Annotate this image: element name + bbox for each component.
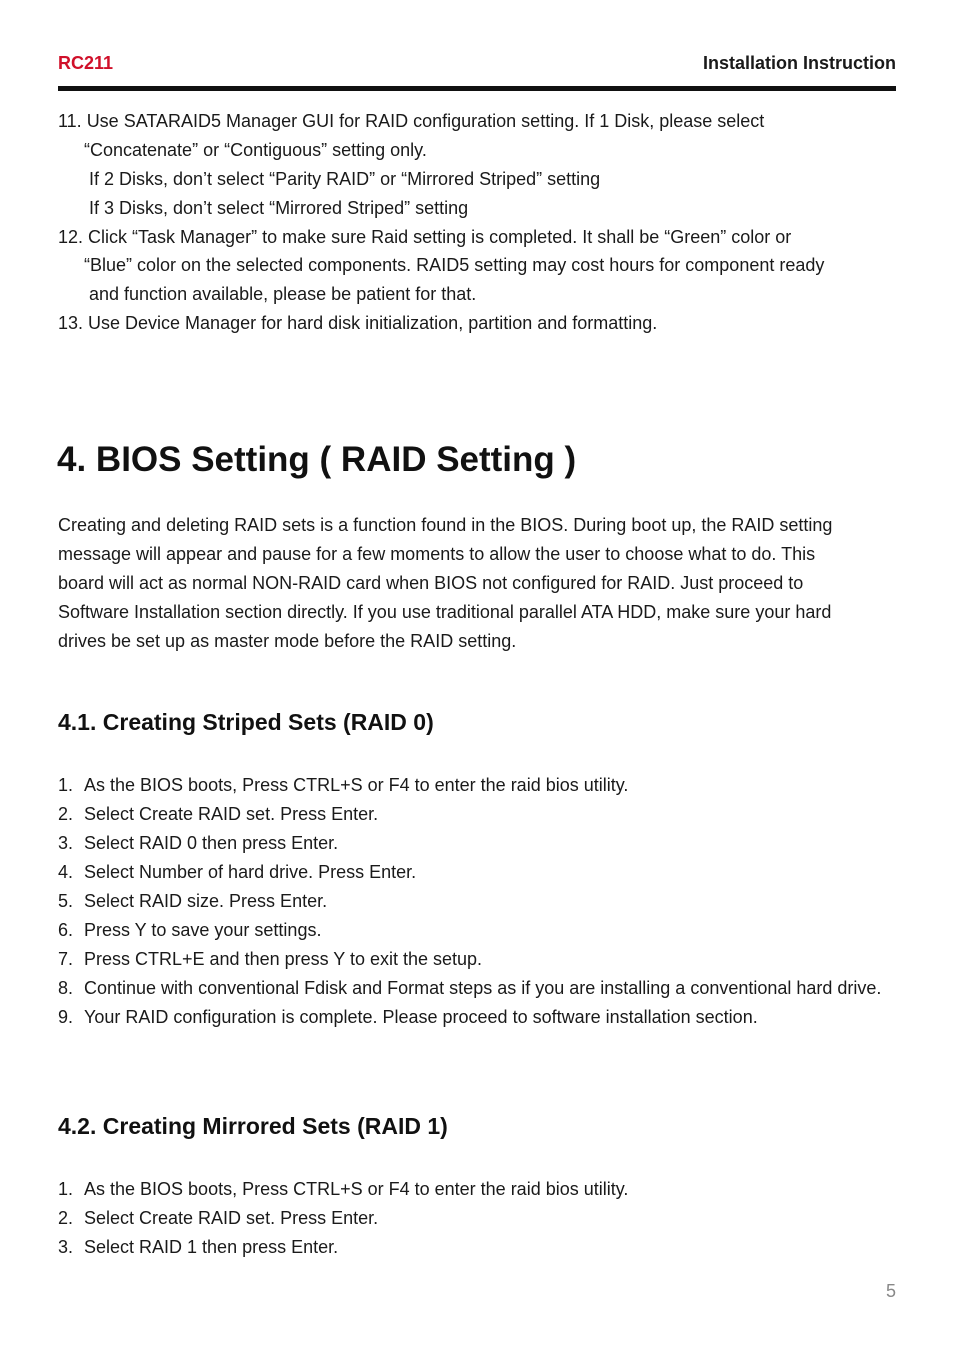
step-text: Press Y to save your settings. [84,920,322,940]
step-text: Select RAID size. Press Enter. [84,891,328,911]
step-text: Select Create RAID set. Press Enter. [84,1208,379,1228]
intro-line: Creating and deleting RAID sets is a function found in the BIOS. During boot up, the RAID setting [58,515,833,535]
step-number: 3. [58,1237,74,1257]
step-12-line-2: “Blue” color on the selected components. RAID5 setting may cost hours for component ready [84,255,825,275]
step-12-line-1: 12. Click “Task Manager” to make sure Raid setting is completed. It shall be “Green” color or [58,227,792,247]
list-item [58,829,898,858]
step-text: Press CTRL+E and then press Y to exit the setup. [84,949,483,969]
step-text: Select RAID 1 then press Enter. [84,1237,339,1257]
list-item [58,858,898,887]
intro-line: message will appear and pause for a few moments to allow the user to choose what to do. This [58,544,816,564]
header-doc-title: Installation Instruction [702,53,896,73]
step-number: 1. [58,1179,74,1199]
step-number: 5. [58,891,74,911]
intro-line: drives be set up as master mode before the RAID setting. [58,631,517,651]
step-11-line-1: 11. Use SATARAID5 Manager GUI for RAID configuration setting. If 1 Disk, please select [58,111,765,131]
list-item [58,916,898,945]
list-item [58,887,898,916]
step-number: 6. [58,920,74,940]
step-number: 7. [58,949,74,969]
section-4-intro [58,511,898,656]
header-model: RC211 [58,53,114,73]
list-item [58,974,898,1003]
step-13-line-1: 13. Use Device Manager for hard disk initialization, partition and formatting. [58,313,658,333]
page-number: 5 [885,1281,896,1301]
header-divider [58,86,896,91]
intro-line: Software Installation section directly. If you use traditional parallel ATA HDD, make sure your hard [58,602,832,622]
step-text: Select Create RAID set. Press Enter. [84,804,379,824]
step-11-line-3: If 2 Disks, don’t select “Parity RAID” or “Mirrored Striped” setting [89,169,601,189]
step-number: 2. [58,1208,74,1228]
step-text: As the BIOS boots, Press CTRL+S or F4 to enter the raid bios utility. [84,1179,629,1199]
section-4-2-heading: 4.2. Creating Mirrored Sets (RAID 1) [58,1113,448,1139]
step-text: Select RAID 0 then press Enter. [84,833,339,853]
step-text: Select Number of hard drive. Press Enter. [84,862,417,882]
step-text: As the BIOS boots, Press CTRL+S or F4 to enter the raid bios utility. [84,775,629,795]
step-12-line-3: and function available, please be patient for that. [89,284,477,304]
intro-line: board will act as normal NON-RAID card when BIOS not configured for RAID. Just proceed to [58,573,804,593]
step-number: 2. [58,804,74,824]
list-item [58,945,898,974]
raid0-steps-list [58,771,898,1032]
step-number: 1. [58,775,74,795]
list-item [58,800,898,829]
list-item [58,1233,898,1262]
step-number: 8. [58,978,74,998]
step-number: 9. [58,1007,74,1027]
step-number: 4. [58,862,74,882]
list-item [58,771,898,800]
list-item [58,1175,898,1204]
step-text: Your RAID configuration is complete. Please proceed to software installation section. [84,1007,758,1027]
list-item [58,1003,898,1032]
step-text: Continue with conventional Fdisk and Format steps as if you are installing a conventional hard drive. [84,978,882,998]
step-number: 3. [58,833,74,853]
raid1-steps-list [58,1175,898,1262]
step-11-line-2: “Concatenate” or “Contiguous” setting only. [84,140,427,160]
section-4-heading: 4. BIOS Setting ( RAID Setting ) [57,440,577,479]
step-11-line-4: If 3 Disks, don’t select “Mirrored Striped” setting [89,198,469,218]
section-4-1-heading: 4.1. Creating Striped Sets (RAID 0) [58,709,434,735]
list-item [58,1204,898,1233]
